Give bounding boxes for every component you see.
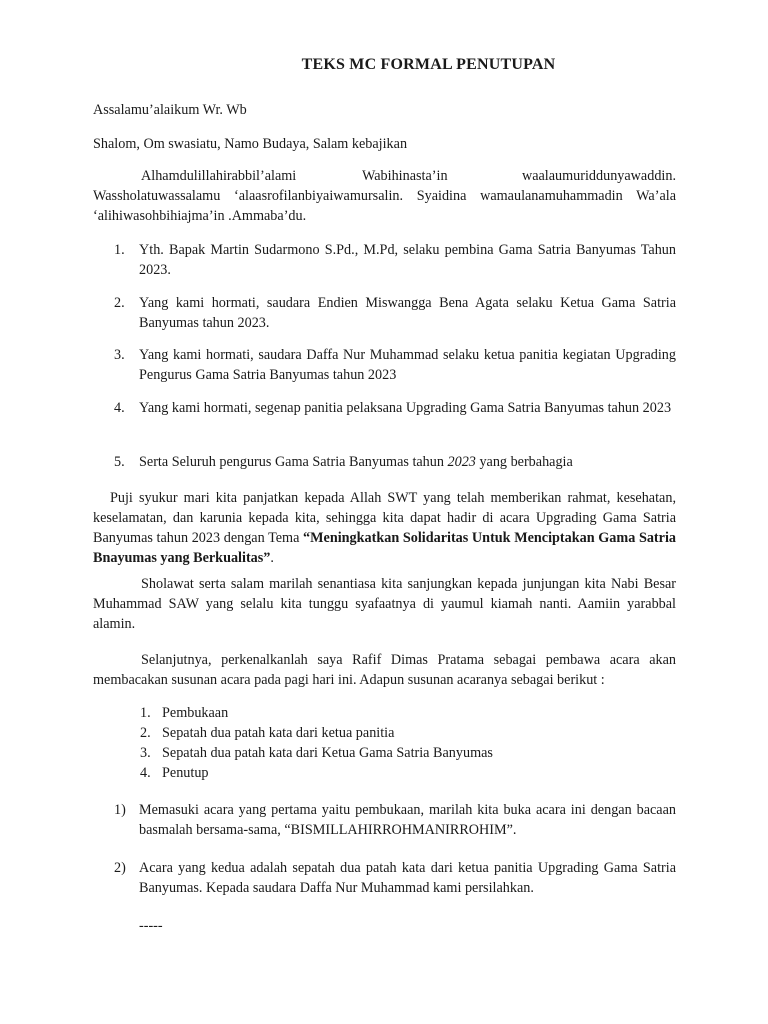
gratitude-paragraph: Puji syukur mari kita panjatkan kepada Allah SWT yang telah memberikan rahmat, kesehatan, keselamatan, dan karunia kepada kita, sehingga kita dapat hadir di acara Upgrading Gama Satria Banyumas tahun 2023 dengan Tema “Meningkatkan Solidaritas Untuk Menciptakan Gama Satria Bnayumas yang Berkualitas”. <box>93 490 676 566</box>
opening-prayer <box>93 166 676 226</box>
opening-prayer-rest: Wassholatuwassalamu ‘alaasrofilanbiyaiwamursalin. Syaidina wamaulanamuhammadin Wa’ala ‘alihiwasohbihiajma’in .Ammaba’du. <box>93 188 676 224</box>
agenda-item: 4. Penutup <box>140 765 209 781</box>
sholawat-paragraph: Sholawat serta salam marilah senantiasa kita sanjungkan kepada junjungan kita Nabi Besar Muhammad SAW yang selalu kita tunggu syafaatnya di yaumul kiamah nanti. Aamiin yarabbal alamin. <box>93 576 676 632</box>
greeting-interfaith: Shalom, Om swasiatu, Namo Budaya, Salam kebajikan <box>93 136 408 152</box>
program-step: 1) Memasuki acara yang pertama yaitu pembukaan, marilah kita buka acara ini dengan bacaan basmalah bersama-sama, “BISMILLAHIRROHMANIRROHIM”. <box>114 802 676 838</box>
salutation-item: 2. Yang kami hormati, saudara Endien Miswangga Bena Agata selaku Ketua Gama Satria Banyumas tahun 2023. <box>114 295 676 331</box>
agenda-item: 3. Sepatah dua patah kata dari Ketua Gama Satria Banyumas <box>140 745 493 761</box>
mc-introduction-paragraph: Selanjutnya, perkenalkanlah saya Rafif Dimas Pratama sebagai pembawa acara akan membacakan susunan acara pada pagi hari ini. Adapun susunan acaranya sebagai berikut : <box>93 652 676 688</box>
opening-word-3: waalaumuriddunyawaddin. <box>521 168 676 184</box>
theme-text: “Meningkatkan Solidaritas Untuk Menciptakan Gama Satria Bnayumas yang Berkualitas” <box>93 530 676 566</box>
agenda-item: 2. Sepatah dua patah kata dari ketua panitia <box>140 725 395 741</box>
salutation-item: 5. Serta Seluruh pengurus Gama Satria Banyumas tahun 2023 yang berbahagia <box>114 454 573 470</box>
greeting: Assalamu’alaikum Wr. Wb <box>93 102 247 118</box>
program-step: 2) Acara yang kedua adalah sepatah dua patah kata dari ketua panitia Upgrading Gama Satria Banyumas. Kepada saudara Daffa Nur Muhammad kami persilahkan. <box>114 860 676 896</box>
opening-word-1: Alhamdulillahirabbil’alami <box>141 168 297 184</box>
continuation-marker: ----- <box>139 918 163 934</box>
agenda-item: 1. Pembukaan <box>140 705 229 721</box>
salutation-item: 4. Yang kami hormati, segenap panitia pelaksana Upgrading Gama Satria Banyumas tahun 2023 <box>114 400 672 416</box>
document-title: TEKS MC FORMAL PENUTUPAN <box>301 56 556 73</box>
opening-word-2: Wabihinasta’in <box>362 168 448 184</box>
salutation-item: 3. Yang kami hormati, saudara Daffa Nur Muhammad selaku ketua panitia kegiatan Upgrading Pengurus Gama Satria Banyumas tahun 2023 <box>114 347 676 383</box>
salutation-item: 1. Yth. Bapak Martin Sudarmono S.Pd., M.Pd, selaku pembina Gama Satria Banyumas Tahun 2023. <box>114 242 676 278</box>
